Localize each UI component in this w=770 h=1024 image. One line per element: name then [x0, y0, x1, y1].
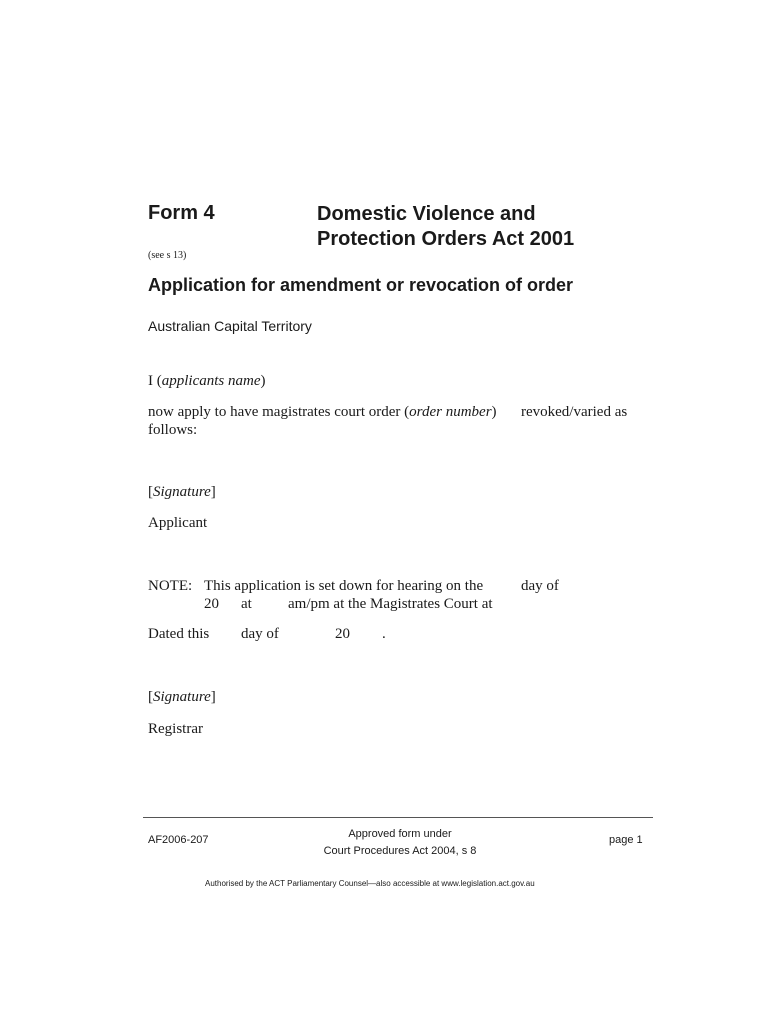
applicant-signature-label: [Signature] [148, 484, 216, 500]
note-year: 20 [204, 596, 219, 612]
form-number: Form 4 [148, 202, 215, 224]
note-ampm: am/pm at the Magistrates Court at [288, 596, 493, 612]
dated-this: Dated this [148, 626, 210, 642]
note-label: NOTE: [148, 578, 193, 594]
footer-divider [143, 817, 653, 818]
form-code: AF2006-207 [148, 834, 209, 846]
approved-line1: Approved form under [348, 828, 452, 840]
approved-line2: Court Procedures Act 2004, s 8 [323, 845, 477, 857]
territory-label: Australian Capital Territory [148, 318, 312, 334]
act-title-line1: Domestic Violence and [317, 203, 536, 225]
page-number: page 1 [609, 834, 643, 846]
revoked-varied-label: revoked/varied as [521, 404, 628, 420]
applicant-name-line: I (applicants name) [148, 373, 266, 389]
follows-label: follows: [148, 422, 198, 438]
dated-period: . [382, 626, 386, 642]
registrar-signature-label: [Signature] [148, 689, 216, 705]
act-title-line2: Protection Orders Act 2001 [317, 228, 575, 250]
approved-form-note [300, 826, 500, 860]
registrar-label: Registrar [148, 721, 203, 737]
note-at: at [241, 596, 252, 612]
note-text: This application is set down for hearing on the [204, 578, 484, 594]
dated-year: 20 [335, 626, 350, 642]
act-title [317, 202, 574, 252]
order-number-field-label: order number [409, 404, 492, 420]
application-title: Application for amendment or revocation of order [148, 275, 574, 295]
authorised-note: Authorised by the ACT Parliamentary Counsel—also accessible at www.legislation.act.gov.au [205, 879, 535, 888]
dated-day-of: day of [241, 626, 279, 642]
apply-line: now apply to have magistrates court order (order number) [148, 404, 497, 420]
applicant-name-field-label: applicants name [161, 373, 261, 389]
applicant-label: Applicant [148, 515, 208, 531]
see-section: (see s 13) [148, 250, 187, 261]
note-day-of: day of [521, 578, 559, 594]
